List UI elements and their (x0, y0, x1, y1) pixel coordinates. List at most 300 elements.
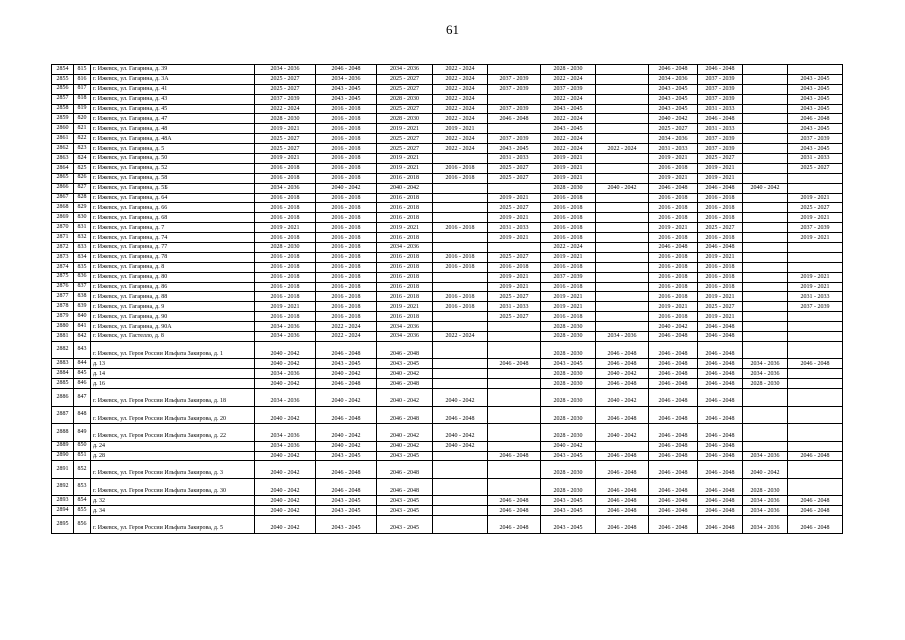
period-cell: 2046 - 2048 (698, 379, 743, 389)
period-cell (488, 389, 541, 407)
period-cell (743, 193, 788, 203)
period-cell: 2037 - 2039 (698, 74, 743, 84)
period-cell: 2046 - 2048 (698, 424, 743, 442)
row-number: 2893 (52, 496, 74, 506)
table-row (52, 243, 843, 253)
period-cell (788, 461, 843, 479)
table-row (52, 134, 843, 144)
period-cell: 2040 - 2042 (316, 369, 377, 379)
period-cell: 2046 - 2048 (596, 461, 649, 479)
period-cell (788, 389, 843, 407)
row-number: 2876 (52, 282, 74, 292)
period-cell (743, 322, 788, 332)
period-cell (788, 252, 843, 262)
house-number: 834 (74, 252, 91, 262)
period-cell: 2040 - 2042 (743, 183, 788, 193)
table-row (52, 322, 843, 332)
period-cell (788, 65, 843, 75)
period-cell (433, 496, 488, 506)
period-cell: 2037 - 2039 (488, 84, 541, 94)
period-cell (433, 154, 488, 164)
row-number: 2866 (52, 183, 74, 193)
house-number: 847 (74, 389, 91, 407)
table-row (52, 193, 843, 203)
period-cell: 2040 - 2042 (596, 424, 649, 442)
period-cell: 2022 - 2024 (596, 144, 649, 154)
period-cell: 2016 - 2018 (255, 233, 316, 243)
period-cell: 2019 - 2021 (488, 213, 541, 223)
period-cell: 2037 - 2039 (788, 302, 843, 312)
period-cell: 2016 - 2018 (377, 272, 433, 282)
period-cell: 2016 - 2018 (649, 282, 698, 292)
row-number: 2889 (52, 441, 74, 451)
period-cell: 2016 - 2018 (649, 272, 698, 282)
period-cell: 2019 - 2021 (698, 292, 743, 302)
period-cell: 2034 - 2036 (255, 389, 316, 407)
period-cell (433, 379, 488, 389)
address-cell: г. Ижевск, ул. Гагарина, д. 50 (91, 154, 255, 164)
period-cell: 2016 - 2018 (316, 252, 377, 262)
period-cell: 2043 - 2045 (316, 94, 377, 104)
period-cell: 2040 - 2042 (316, 424, 377, 442)
period-cell: 2031 - 2033 (698, 124, 743, 134)
period-cell: 2028 - 2030 (377, 94, 433, 104)
period-cell (488, 94, 541, 104)
period-cell: 2025 - 2027 (377, 134, 433, 144)
period-cell: 2028 - 2030 (743, 478, 788, 496)
row-number: 2880 (52, 322, 74, 332)
row-number: 2888 (52, 424, 74, 442)
period-cell: 2040 - 2042 (433, 441, 488, 451)
period-cell (788, 312, 843, 322)
period-cell (743, 292, 788, 302)
period-cell: 2022 - 2024 (433, 65, 488, 75)
period-cell: 2043 - 2045 (316, 496, 377, 506)
period-cell: 2040 - 2042 (255, 506, 316, 516)
table-row (52, 114, 843, 124)
period-cell: 2025 - 2027 (698, 302, 743, 312)
period-cell: 2040 - 2042 (377, 389, 433, 407)
row-number: 2865 (52, 173, 74, 183)
table-row (52, 341, 843, 359)
period-cell (596, 65, 649, 75)
period-cell: 2016 - 2018 (316, 312, 377, 322)
table-row (52, 461, 843, 479)
period-cell: 2046 - 2048 (377, 406, 433, 424)
period-cell: 2046 - 2048 (649, 243, 698, 253)
period-cell: 2043 - 2045 (649, 94, 698, 104)
period-cell: 2040 - 2042 (255, 478, 316, 496)
row-number: 2861 (52, 134, 74, 144)
address-cell: г. Ижевск, ул. Гагарина, д. 43 (91, 94, 255, 104)
period-cell: 2016 - 2018 (316, 134, 377, 144)
period-cell: 2022 - 2024 (433, 144, 488, 154)
period-cell (596, 84, 649, 94)
period-cell (788, 262, 843, 272)
period-cell: 2019 - 2021 (649, 154, 698, 164)
period-cell: 2016 - 2018 (255, 203, 316, 213)
period-cell: 2046 - 2048 (596, 341, 649, 359)
period-cell (433, 506, 488, 516)
period-cell: 2034 - 2036 (377, 243, 433, 253)
period-cell: 2040 - 2042 (255, 406, 316, 424)
period-cell: 2016 - 2018 (698, 213, 743, 223)
period-cell: 2028 - 2030 (541, 369, 596, 379)
house-number: 848 (74, 406, 91, 424)
period-cell: 2034 - 2036 (377, 332, 433, 342)
period-cell (433, 213, 488, 223)
house-number: 825 (74, 163, 91, 173)
period-cell: 2016 - 2018 (433, 252, 488, 262)
period-cell: 2046 - 2048 (788, 451, 843, 461)
period-cell: 2040 - 2042 (255, 516, 316, 534)
period-cell: 2019 - 2021 (488, 282, 541, 292)
period-cell: 2016 - 2018 (316, 213, 377, 223)
period-cell (433, 451, 488, 461)
period-cell: 2019 - 2021 (541, 163, 596, 173)
period-cell (596, 134, 649, 144)
address-cell: г. Ижевск, ул. Героя России Ильфата Закирова, д. 30 (91, 478, 255, 496)
period-cell: 2046 - 2048 (649, 506, 698, 516)
house-number: 853 (74, 478, 91, 496)
period-cell: 2016 - 2018 (541, 262, 596, 272)
row-number: 2859 (52, 114, 74, 124)
address-cell: д. 28 (91, 451, 255, 461)
house-number: 839 (74, 302, 91, 312)
period-cell: 2031 - 2033 (488, 154, 541, 164)
period-cell: 2046 - 2048 (316, 478, 377, 496)
period-cell: 2040 - 2042 (743, 461, 788, 479)
period-cell: 2040 - 2042 (649, 114, 698, 124)
period-cell: 2022 - 2024 (541, 114, 596, 124)
period-cell: 2034 - 2036 (255, 424, 316, 442)
period-cell: 2028 - 2030 (743, 379, 788, 389)
address-cell: д. 13 (91, 359, 255, 369)
house-number: 844 (74, 359, 91, 369)
period-cell: 2016 - 2018 (541, 203, 596, 213)
period-cell: 2046 - 2048 (649, 65, 698, 75)
period-cell: 2016 - 2018 (316, 302, 377, 312)
period-cell (743, 252, 788, 262)
address-cell: г. Ижевск, ул. Героя России Ильфата Закирова, д. 18 (91, 389, 255, 407)
table-row (52, 379, 843, 389)
period-cell: 2022 - 2024 (433, 134, 488, 144)
period-cell: 2043 - 2045 (788, 124, 843, 134)
period-cell: 2016 - 2018 (377, 233, 433, 243)
table-row (52, 312, 843, 322)
period-cell: 2016 - 2018 (649, 193, 698, 203)
period-cell: 2046 - 2048 (698, 406, 743, 424)
period-cell (488, 478, 541, 496)
row-number: 2894 (52, 506, 74, 516)
period-cell (743, 154, 788, 164)
period-cell: 2034 - 2036 (255, 369, 316, 379)
period-cell: 2034 - 2036 (255, 441, 316, 451)
address-cell: г. Ижевск, ул. Героя России Ильфата Закирова, д. 5 (91, 516, 255, 534)
period-cell: 2028 - 2030 (541, 379, 596, 389)
period-cell: 2028 - 2030 (541, 65, 596, 75)
period-cell (433, 359, 488, 369)
house-number: 830 (74, 213, 91, 223)
period-cell: 2034 - 2036 (316, 74, 377, 84)
period-cell (743, 389, 788, 407)
house-number: 823 (74, 144, 91, 154)
address-cell: г. Ижевск, ул. Гагарина, д. 47 (91, 114, 255, 124)
period-cell: 2034 - 2036 (255, 65, 316, 75)
house-number: 850 (74, 441, 91, 451)
period-cell: 2040 - 2042 (433, 424, 488, 442)
period-cell: 2040 - 2042 (377, 369, 433, 379)
row-number: 2875 (52, 272, 74, 282)
period-cell: 2040 - 2042 (596, 389, 649, 407)
period-cell: 2046 - 2048 (788, 359, 843, 369)
address-cell: г. Ижевск, ул. Гагарина, д. 90 (91, 312, 255, 322)
period-cell: 2028 - 2030 (541, 183, 596, 193)
period-cell: 2016 - 2018 (255, 262, 316, 272)
period-cell: 2016 - 2018 (541, 233, 596, 243)
period-cell (488, 65, 541, 75)
period-cell (743, 406, 788, 424)
period-cell (743, 341, 788, 359)
period-cell: 2028 - 2030 (541, 332, 596, 342)
period-cell: 2016 - 2018 (316, 233, 377, 243)
table-row (52, 183, 843, 193)
period-cell: 2043 - 2045 (788, 94, 843, 104)
period-cell: 2046 - 2048 (698, 322, 743, 332)
address-cell: г. Ижевск, ул. Гагарина, д. 80 (91, 272, 255, 282)
period-cell: 2046 - 2048 (649, 478, 698, 496)
table-row (52, 332, 843, 342)
address-cell: г. Ижевск, ул. Героя России Ильфата Закирова, д. 3 (91, 461, 255, 479)
period-cell: 2046 - 2048 (596, 506, 649, 516)
period-cell (488, 341, 541, 359)
period-cell (488, 424, 541, 442)
period-cell (788, 243, 843, 253)
period-cell: 2031 - 2033 (649, 144, 698, 154)
period-cell (433, 341, 488, 359)
period-cell: 2046 - 2048 (698, 243, 743, 253)
period-cell: 2025 - 2027 (255, 144, 316, 154)
period-cell: 2016 - 2018 (377, 203, 433, 213)
house-number: 855 (74, 506, 91, 516)
period-cell: 2037 - 2039 (488, 74, 541, 84)
address-cell: г. Ижевск, ул. Гагарина, д. 64 (91, 193, 255, 203)
period-cell: 2025 - 2027 (377, 84, 433, 94)
address-cell: г. Ижевск, ул. Гагарина, д. 66 (91, 203, 255, 213)
period-cell: 2022 - 2024 (433, 74, 488, 84)
period-cell: 2016 - 2018 (316, 124, 377, 134)
period-cell: 2022 - 2024 (541, 94, 596, 104)
period-cell: 2016 - 2018 (316, 292, 377, 302)
period-cell: 2016 - 2018 (541, 312, 596, 322)
period-cell: 2046 - 2048 (316, 65, 377, 75)
period-cell: 2019 - 2021 (255, 124, 316, 134)
period-cell (596, 282, 649, 292)
period-cell: 2016 - 2018 (316, 144, 377, 154)
period-cell (788, 341, 843, 359)
period-cell: 2022 - 2024 (316, 322, 377, 332)
row-number: 2869 (52, 213, 74, 223)
period-cell: 2019 - 2021 (788, 193, 843, 203)
period-cell: 2025 - 2027 (255, 84, 316, 94)
period-cell (743, 144, 788, 154)
period-cell: 2016 - 2018 (698, 193, 743, 203)
address-cell: г. Ижевск, ул. Гагарина, д. 39 (91, 65, 255, 75)
period-cell: 2025 - 2027 (488, 173, 541, 183)
period-cell (788, 332, 843, 342)
period-cell: 2016 - 2018 (255, 312, 316, 322)
period-cell: 2022 - 2024 (255, 104, 316, 114)
period-cell (596, 223, 649, 233)
period-cell: 2037 - 2039 (255, 94, 316, 104)
period-cell: 2016 - 2018 (698, 282, 743, 292)
period-cell: 2016 - 2018 (433, 302, 488, 312)
period-cell: 2016 - 2018 (316, 262, 377, 272)
house-number: 824 (74, 154, 91, 164)
house-number: 845 (74, 369, 91, 379)
row-number: 2858 (52, 104, 74, 114)
address-cell: г. Ижевск, ул. Гагарина, д. 88 (91, 292, 255, 302)
row-number: 2873 (52, 252, 74, 262)
period-cell: 2046 - 2048 (596, 406, 649, 424)
period-cell: 2016 - 2018 (255, 173, 316, 183)
table-row (52, 94, 843, 104)
address-cell: г. Ижевск, ул. Гагарина, д. 68 (91, 213, 255, 223)
period-cell (433, 312, 488, 322)
period-cell (433, 461, 488, 479)
period-cell (596, 213, 649, 223)
address-cell: г. Ижевск, ул. Гагарина, д. 9 (91, 302, 255, 312)
period-cell (743, 312, 788, 322)
row-number: 2879 (52, 312, 74, 322)
period-cell: 2016 - 2018 (377, 173, 433, 183)
period-cell: 2016 - 2018 (377, 252, 433, 262)
house-number: 818 (74, 94, 91, 104)
table-row (52, 282, 843, 292)
period-cell (488, 183, 541, 193)
period-cell: 2016 - 2018 (433, 223, 488, 233)
period-cell: 2019 - 2021 (649, 302, 698, 312)
period-cell (743, 223, 788, 233)
period-cell (433, 243, 488, 253)
period-cell: 2043 - 2045 (788, 84, 843, 94)
period-cell: 2025 - 2027 (488, 163, 541, 173)
period-cell: 2046 - 2048 (649, 451, 698, 461)
row-number: 2885 (52, 379, 74, 389)
period-cell: 2046 - 2048 (488, 506, 541, 516)
period-cell: 2016 - 2018 (316, 193, 377, 203)
period-cell: 2046 - 2048 (698, 516, 743, 534)
period-cell (433, 478, 488, 496)
period-cell: 2046 - 2048 (596, 516, 649, 534)
address-cell: г. Ижевск, ул. Героя России Ильфата Закирова, д. 1 (91, 341, 255, 359)
table-row (52, 369, 843, 379)
period-cell: 2016 - 2018 (255, 213, 316, 223)
house-number: 817 (74, 84, 91, 94)
table-row (52, 104, 843, 114)
period-cell (743, 441, 788, 451)
address-cell: г. Ижевск, ул. Гагарина, д. 90А (91, 322, 255, 332)
address-cell: г. Ижевск, ул. Гагарина, д. 7 (91, 223, 255, 233)
row-number: 2878 (52, 302, 74, 312)
period-cell: 2043 - 2045 (788, 144, 843, 154)
period-cell: 2025 - 2027 (788, 203, 843, 213)
period-cell: 2031 - 2033 (698, 104, 743, 114)
period-cell (743, 332, 788, 342)
period-cell (433, 369, 488, 379)
table-row (52, 223, 843, 233)
period-cell: 2025 - 2027 (255, 134, 316, 144)
period-cell: 2019 - 2021 (698, 312, 743, 322)
row-number: 2870 (52, 223, 74, 233)
address-cell: д. 24 (91, 441, 255, 451)
period-cell: 2016 - 2018 (255, 292, 316, 302)
period-cell: 2019 - 2021 (649, 223, 698, 233)
period-cell (743, 74, 788, 84)
row-number: 2872 (52, 243, 74, 253)
period-cell: 2016 - 2018 (541, 223, 596, 233)
period-cell (596, 163, 649, 173)
period-cell: 2034 - 2036 (649, 134, 698, 144)
period-cell: 2019 - 2021 (788, 272, 843, 282)
period-cell: 2022 - 2024 (541, 134, 596, 144)
address-cell: г. Ижевск, ул. Гагарина, д. 77 (91, 243, 255, 253)
house-number: 837 (74, 282, 91, 292)
period-cell: 2046 - 2048 (698, 506, 743, 516)
table-row (52, 292, 843, 302)
period-cell: 2043 - 2045 (541, 506, 596, 516)
row-number: 2877 (52, 292, 74, 302)
period-cell: 2040 - 2042 (255, 341, 316, 359)
house-number: 852 (74, 461, 91, 479)
period-cell (596, 322, 649, 332)
period-cell: 2025 - 2027 (488, 203, 541, 213)
period-cell: 2025 - 2027 (488, 252, 541, 262)
period-cell: 2028 - 2030 (255, 243, 316, 253)
period-cell: 2019 - 2021 (541, 154, 596, 164)
period-cell: 2046 - 2048 (649, 406, 698, 424)
house-number: 832 (74, 233, 91, 243)
period-cell: 2046 - 2048 (377, 461, 433, 479)
period-cell: 2046 - 2048 (698, 478, 743, 496)
period-cell: 2046 - 2048 (596, 379, 649, 389)
address-cell: г. Ижевск, ул. Гагарина, д. 78 (91, 252, 255, 262)
period-cell: 2016 - 2018 (255, 272, 316, 282)
period-cell: 2016 - 2018 (698, 272, 743, 282)
house-number: 840 (74, 312, 91, 322)
period-cell: 2016 - 2018 (316, 243, 377, 253)
period-cell: 2016 - 2018 (649, 262, 698, 272)
period-cell: 2016 - 2018 (698, 233, 743, 243)
period-cell: 2028 - 2030 (541, 406, 596, 424)
row-number: 2854 (52, 65, 74, 75)
row-number: 2868 (52, 203, 74, 213)
row-number: 2881 (52, 332, 74, 342)
period-cell (743, 134, 788, 144)
row-number: 2871 (52, 233, 74, 243)
period-cell: 2037 - 2039 (488, 134, 541, 144)
period-cell: 2040 - 2042 (255, 379, 316, 389)
period-cell: 2046 - 2048 (698, 441, 743, 451)
period-cell: 2019 - 2021 (541, 173, 596, 183)
period-cell (596, 173, 649, 183)
period-cell (788, 424, 843, 442)
period-cell: 2043 - 2045 (316, 451, 377, 461)
period-cell: 2028 - 2030 (541, 461, 596, 479)
period-cell: 2016 - 2018 (377, 282, 433, 292)
period-cell: 2019 - 2021 (649, 173, 698, 183)
period-cell: 2016 - 2018 (255, 282, 316, 292)
